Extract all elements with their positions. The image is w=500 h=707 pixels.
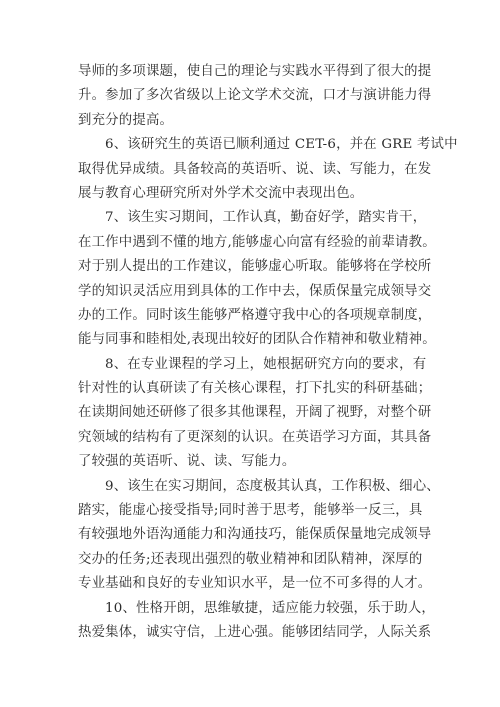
text-line: 展与教育心理研究所对外学术交流中表现出色。 (78, 185, 364, 201)
text-line: 针对性的认真研读了有关核心课程，打下扎实的科研基础； (78, 381, 432, 397)
paragraph-7-first-line: 7、该生实习期间，工作认真，勤奋好学，踏实肯干， (105, 210, 427, 226)
text-line: 升。参加了多次省级以上论文学术交流，口才与演讲能力得 (78, 88, 432, 104)
paragraph-6-first-line: 6、该研究生的英语已顺利通过 CET-6，并在 GRE 考试中 (105, 137, 458, 153)
text-line: 办的工作。同时该生能够严格遵守我中心的各项规章制度， (78, 307, 432, 323)
text-line: 热爱集体，诚实守信，上进心强。能够团结同学，人际关系 (78, 624, 432, 640)
text-line: 踏实，能虚心接受指导;同时善于思考，能够举一反三，具 (78, 503, 423, 519)
text-line: 取得优异成绩。具备较高的英语听、说、读、写能力，在发 (78, 161, 432, 177)
text-line: 交办的任务;还表现出强烈的敬业精神和团队精神，深厚的 (78, 551, 423, 567)
paragraph-10-first-line: 10、性格开朗，思维敏捷，适应能力较强，乐于助人， (105, 600, 436, 616)
text-line: 了较强的英语听、说、读、写能力。 (78, 454, 296, 470)
text-line: 在工作中遇到不懂的地方,能够虚心向富有经验的前辈请教。 (78, 234, 436, 250)
paragraph-8-first-line: 8、在专业课程的学习上，她根据研究方向的要求，有 (105, 356, 427, 372)
text-line: 导师的多项课题，使自己的理论与实践水平得到了很大的提 (78, 64, 432, 79)
text-line: 有较强地外语沟通能力和沟通技巧，能保质保量地完成领导 (78, 527, 432, 543)
text-line: 在读期间她还研修了很多其他课程，开阔了视野，对整个研 (78, 405, 432, 421)
text-line: 究领域的结构有了更深刻的认识。在英语学习方面，其具备 (78, 429, 432, 445)
text-line: 对于别人提出的工作建议，能够虚心听取。能够将在学校所 (78, 259, 432, 275)
text-line: 到充分的提高。 (78, 112, 174, 128)
paragraph-9-first-line: 9、该生在实习期间，态度极其认真，工作积极、细心、 (105, 478, 440, 494)
text-line: 能与同事和睦相处,表现出较好的团队合作精神和敬业精神。 (78, 332, 436, 348)
text-line: 学的知识灵活应用到具体的工作中去，保质保量完成领导交 (78, 283, 432, 299)
text-line: 专业基础和良好的专业知识水平，是一位不可多得的人才。 (78, 576, 432, 592)
